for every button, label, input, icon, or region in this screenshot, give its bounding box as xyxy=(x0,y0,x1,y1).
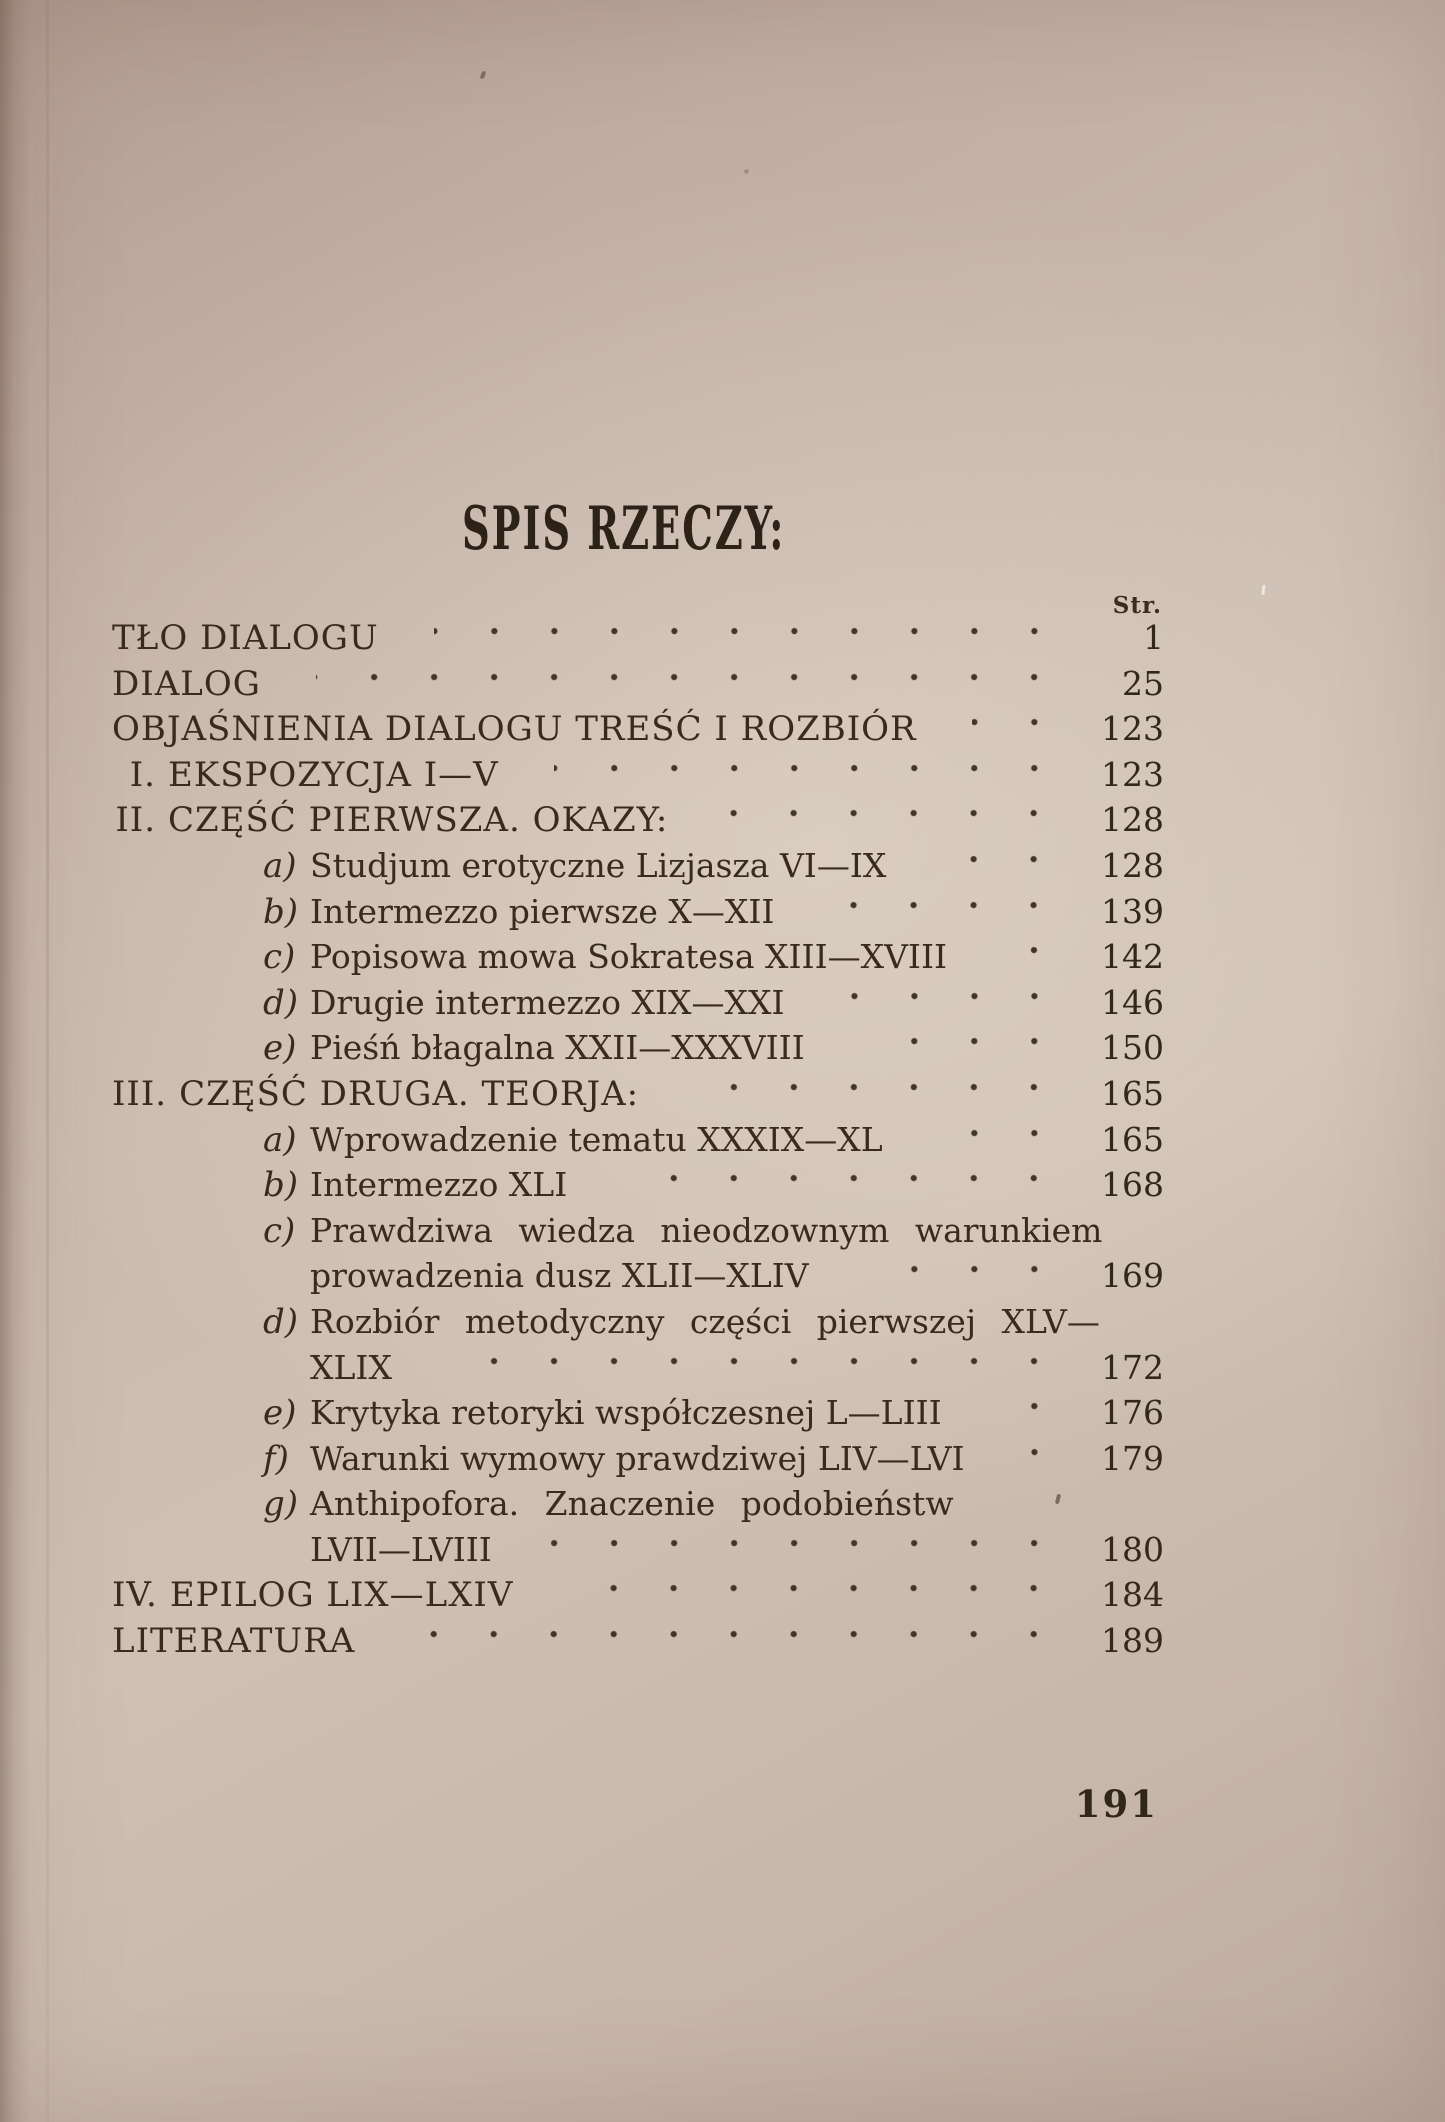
dot-leader xyxy=(410,1618,1068,1664)
toc-page-number: 146 xyxy=(1101,982,1164,1022)
toc-entry-text: Wprowadzenie tematu XXXIX—XL xyxy=(310,1119,883,1159)
toc-row xyxy=(112,1162,1164,1208)
toc-row xyxy=(112,980,1164,1026)
toc-page-number: 150 xyxy=(1101,1028,1164,1068)
toc-row xyxy=(112,1618,1164,1664)
toc-entry-letter: e) xyxy=(263,1393,297,1434)
toc-entry-letter: d) xyxy=(263,982,299,1023)
dot-leader xyxy=(316,661,1068,707)
toc-entry-text: EPILOG LIX—LXIV xyxy=(169,1575,514,1616)
toc-entry-letter: c) xyxy=(263,937,296,978)
toc-entry-text: OBJAŚNIENIA DIALOGU TREŚĆ I ROZBIÓR xyxy=(112,709,917,750)
toc-entry-text: Drugie intermezzo XIX—XXI xyxy=(310,982,785,1022)
toc-entry-text: TŁO DIALOGU xyxy=(112,618,379,658)
dot-leader xyxy=(1002,934,1068,980)
paper-crease xyxy=(46,0,49,2122)
toc-page-number: 128 xyxy=(1101,845,1164,885)
toc-roman-numeral: II. xyxy=(115,800,156,841)
dot-leader xyxy=(434,615,1068,661)
dot-leader xyxy=(941,843,1068,889)
toc-page-number: 123 xyxy=(1101,709,1164,749)
toc-row xyxy=(112,797,1164,843)
toc-row xyxy=(112,1299,1164,1345)
dot-leader xyxy=(972,706,1068,752)
toc-entry-text: LVII—LVIII xyxy=(310,1529,492,1569)
toc-page-number: 172 xyxy=(1101,1347,1164,1387)
toc-page-number: 168 xyxy=(1101,1165,1164,1205)
paper-speck xyxy=(744,169,749,174)
toc-row xyxy=(112,1527,1164,1573)
dot-leader xyxy=(547,1527,1068,1573)
toc-entry-letter: c) xyxy=(263,1210,296,1251)
toc-entry-text: Warunki wymowy prawdziwej LIV—LVI xyxy=(310,1438,965,1478)
dot-leader xyxy=(829,889,1068,935)
toc-entry-text: DIALOG xyxy=(112,663,261,704)
toc-entry-text: Pieśń błagalna XXII—XXXVIII xyxy=(310,1028,805,1068)
toc-page-number: 25 xyxy=(1122,663,1164,703)
toc-entry-text: prowadzenia dusz XLII—XLIV xyxy=(310,1256,809,1296)
dot-leader xyxy=(568,1572,1068,1618)
toc-page-number: 165 xyxy=(1101,1119,1164,1159)
page-gutter-shadow xyxy=(0,0,30,2122)
toc-page-number: 123 xyxy=(1101,754,1164,794)
toc-row xyxy=(112,1208,1164,1254)
toc-entry-text: Intermezzo XLI xyxy=(310,1165,568,1205)
toc-row xyxy=(112,1025,1164,1071)
paper-speck xyxy=(480,71,487,80)
toc-entry-letter: a) xyxy=(263,845,297,886)
toc-entry-text: Rozbiór metodyczny części pierwszej XLV— xyxy=(310,1301,1100,1341)
paper-speck xyxy=(1261,585,1265,595)
toc-row xyxy=(112,1071,1164,1117)
toc-entry-letter: b) xyxy=(263,1165,299,1206)
toc-row xyxy=(112,843,1164,889)
toc-page-number: 169 xyxy=(1101,1256,1164,1296)
page-title: SPIS RZECZY: xyxy=(462,494,786,564)
toc-entry-text: Intermezzo pierwsze X—XII xyxy=(310,891,775,931)
toc-entry-letter: b) xyxy=(263,891,299,932)
toc-page-number: 142 xyxy=(1101,937,1164,977)
dot-leader xyxy=(622,1162,1068,1208)
toc-entry-letter: g) xyxy=(263,1484,299,1525)
toc-page-number: 184 xyxy=(1101,1575,1164,1615)
toc-entry-text: LITERATURA xyxy=(112,1621,356,1662)
toc-row xyxy=(112,1572,1164,1618)
toc-entry-text: Popisowa mowa Sokratesa XIII—XVIII xyxy=(310,937,948,977)
dot-leader xyxy=(1020,1436,1068,1482)
toc-roman-numeral: I. xyxy=(129,754,156,795)
toc-entry-letter: e) xyxy=(263,1028,297,1069)
toc-row xyxy=(112,1390,1164,1436)
folio-page-number: 191 xyxy=(1074,1782,1158,1826)
dot-leader xyxy=(860,1025,1068,1071)
dot-leader xyxy=(938,1117,1068,1163)
toc-entry-text: XLIX xyxy=(310,1347,392,1387)
dot-leader xyxy=(864,1253,1068,1299)
toc-row xyxy=(112,889,1164,935)
toc-row xyxy=(112,615,1164,661)
toc-entry-letter: f) xyxy=(263,1438,289,1479)
toc-page-number: 179 xyxy=(1101,1438,1164,1478)
page-column-header: Str. xyxy=(1112,592,1162,619)
toc-page-number: 139 xyxy=(1101,891,1164,931)
toc-roman-numeral: III. xyxy=(112,1073,168,1114)
toc-page-number: 165 xyxy=(1101,1073,1164,1113)
toc-row xyxy=(112,661,1164,707)
toc-page-number: 1 xyxy=(1143,618,1164,657)
toc-entry-letter: d) xyxy=(263,1301,299,1342)
toc-entry-text: Anthipofora. Znaczenie podobieństw xyxy=(310,1484,954,1524)
toc-page-number: 189 xyxy=(1101,1621,1164,1661)
toc-entry-text: EKSPOZYCJA I—V xyxy=(168,754,499,795)
dot-leader xyxy=(554,752,1068,798)
toc-row xyxy=(112,706,1164,752)
toc-row xyxy=(112,934,1164,980)
toc-row xyxy=(112,1117,1164,1163)
toc-row xyxy=(112,1345,1164,1391)
dot-leader xyxy=(997,1390,1068,1436)
toc-page-number: 180 xyxy=(1101,1529,1164,1569)
toc-row xyxy=(112,1253,1164,1299)
table-of-contents xyxy=(112,615,1164,1664)
toc-row xyxy=(112,1481,1164,1527)
toc-entry-text: Krytyka retoryki współczesnej L—LIII xyxy=(310,1393,942,1433)
toc-entry-letter: a) xyxy=(263,1119,297,1160)
toc-entry-text: Studjum erotyczne Lizjasza VI—IX xyxy=(310,845,887,885)
toc-entry-text: CZĘŚĆ PIERWSZA. OKAZY: xyxy=(168,800,669,841)
toc-entry-text: Prawdziwa wiedza nieodzownym warunkiem xyxy=(310,1210,1103,1250)
toc-page-number: 176 xyxy=(1101,1393,1164,1433)
toc-page-number: 128 xyxy=(1101,800,1164,840)
dot-leader xyxy=(723,797,1068,843)
toc-row xyxy=(112,1436,1164,1482)
dot-leader xyxy=(447,1345,1068,1391)
dot-leader xyxy=(694,1071,1068,1117)
toc-roman-numeral: IV. xyxy=(112,1575,158,1616)
toc-row xyxy=(112,752,1164,798)
dot-leader xyxy=(840,980,1068,1026)
toc-entry-text: CZĘŚĆ DRUGA. TEORJA: xyxy=(179,1073,640,1114)
